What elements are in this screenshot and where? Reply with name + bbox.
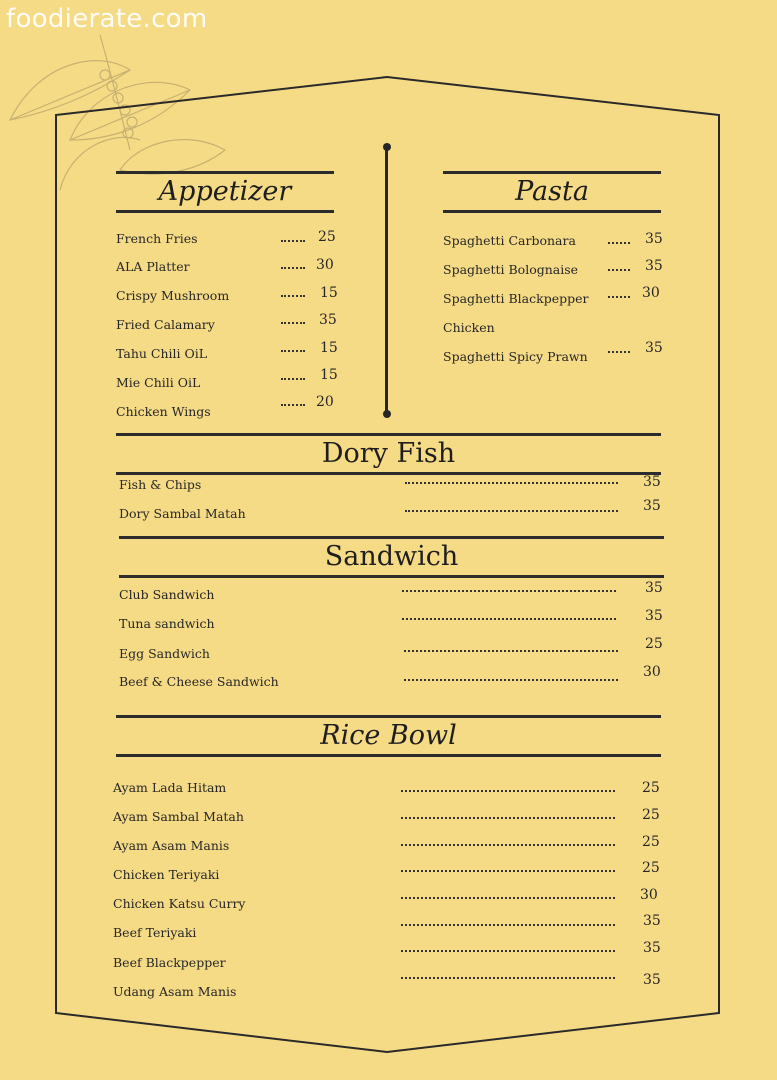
item-price: 15 [320, 367, 338, 383]
menu-item: Chicken Katsu Curry [113, 896, 246, 911]
section-title: Rice Bowl [320, 720, 457, 751]
menu-item: ALA Platter [116, 259, 190, 274]
menu-item: Beef & Cheese Sandwich [119, 674, 279, 689]
heading-bar [116, 472, 661, 475]
menu-item: Crispy Mushroom [116, 288, 230, 303]
dot-leader [401, 924, 615, 926]
dot-leader [402, 590, 616, 592]
menu-item: French Fries [116, 231, 198, 246]
dot-leader [401, 844, 615, 846]
dot-leader [281, 295, 305, 297]
rice-bowl-heading [116, 715, 661, 757]
dot-leader [281, 378, 305, 380]
menu-item: Mie Chili OiL [116, 375, 201, 390]
menu-item: Fish & Chips [119, 477, 202, 492]
item-price: 25 [318, 229, 336, 245]
section-title: Appetizer [158, 176, 292, 207]
menu-item: Ayam Lada Hitam [113, 780, 227, 795]
dot-leader [405, 482, 618, 484]
menu-item: Udang Asam Manis [113, 984, 237, 999]
item-price: 25 [642, 780, 660, 796]
heading-bar [443, 210, 661, 213]
column-divider [385, 147, 388, 415]
dot-leader [281, 404, 305, 406]
dot-leader [401, 977, 615, 979]
dot-leader [402, 618, 616, 620]
menu-item: Beef Teriyaki [113, 925, 197, 940]
menu-item: Chicken Teriyaki [113, 867, 220, 882]
menu-item: Beef Blackpepper [113, 955, 226, 970]
menu-item: Tuna sandwich [119, 616, 215, 631]
dot-leader [404, 679, 618, 681]
appetizer-heading [116, 171, 334, 213]
dot-leader [401, 950, 615, 952]
menu-item: Club Sandwich [119, 587, 215, 602]
section-title: Sandwich [324, 541, 459, 572]
heading-bar [116, 210, 334, 213]
dot-leader [401, 897, 615, 899]
item-price: 25 [642, 807, 660, 823]
item-price: 15 [320, 340, 338, 356]
dot-leader [401, 790, 615, 792]
item-price: 35 [645, 608, 663, 624]
menu-item: Chicken [443, 320, 495, 335]
section-title: Dory Fish [321, 438, 456, 469]
item-price: 30 [640, 887, 658, 903]
item-price: 30 [316, 257, 334, 273]
item-price: 35 [643, 913, 661, 929]
menu-item: Spaghetti Carbonara [443, 233, 576, 248]
menu-item: Dory Sambal Matah [119, 506, 246, 521]
menu-item: Fried Calamary [116, 317, 215, 332]
menu-item: Spaghetti Blackpepper [443, 291, 589, 306]
item-price: 30 [642, 285, 660, 301]
heading-bar [119, 575, 664, 578]
item-price: 25 [642, 860, 660, 876]
dot-leader [401, 870, 615, 872]
dot-leader [281, 322, 305, 324]
item-price: 35 [643, 474, 661, 490]
menu-item: Spaghetti Bolognaise [443, 262, 579, 277]
dot-leader [405, 510, 618, 512]
dot-leader [401, 817, 615, 819]
item-price: 25 [642, 834, 660, 850]
menu-item: Spaghetti Spicy Prawn [443, 349, 588, 364]
pasta-heading [443, 171, 661, 213]
item-price: 25 [645, 636, 663, 652]
dot-leader [404, 650, 618, 652]
dot-leader [608, 296, 630, 298]
sandwich-heading [119, 536, 664, 578]
dory-fish-heading [116, 433, 661, 475]
item-price: 20 [316, 394, 334, 410]
dot-leader [608, 242, 630, 244]
heading-bar [116, 754, 661, 757]
item-price: 30 [643, 664, 661, 680]
divider-cap-bottom [383, 410, 391, 418]
dot-leader [608, 269, 630, 271]
item-price: 35 [645, 340, 663, 356]
item-price: 35 [645, 258, 663, 274]
item-price: 35 [319, 312, 337, 328]
dot-leader [281, 240, 305, 242]
item-price: 35 [643, 972, 661, 988]
menu-item: Ayam Sambal Matah [113, 809, 244, 824]
menu-item: Chicken Wings [116, 404, 211, 419]
section-title: Pasta [515, 176, 589, 207]
dot-leader [281, 267, 305, 269]
item-price: 35 [645, 580, 663, 596]
dot-leader [281, 350, 305, 352]
menu-item: Egg Sandwich [119, 646, 210, 661]
item-price: 35 [645, 231, 663, 247]
item-price: 15 [320, 285, 338, 301]
divider-cap-top [383, 143, 391, 151]
dot-leader [608, 351, 630, 353]
item-price: 35 [643, 498, 661, 514]
item-price: 35 [643, 940, 661, 956]
menu-item: Ayam Asam Manis [113, 838, 230, 853]
watermark: foodierate.com [6, 4, 208, 34]
menu-item: Tahu Chili OiL [116, 346, 208, 361]
